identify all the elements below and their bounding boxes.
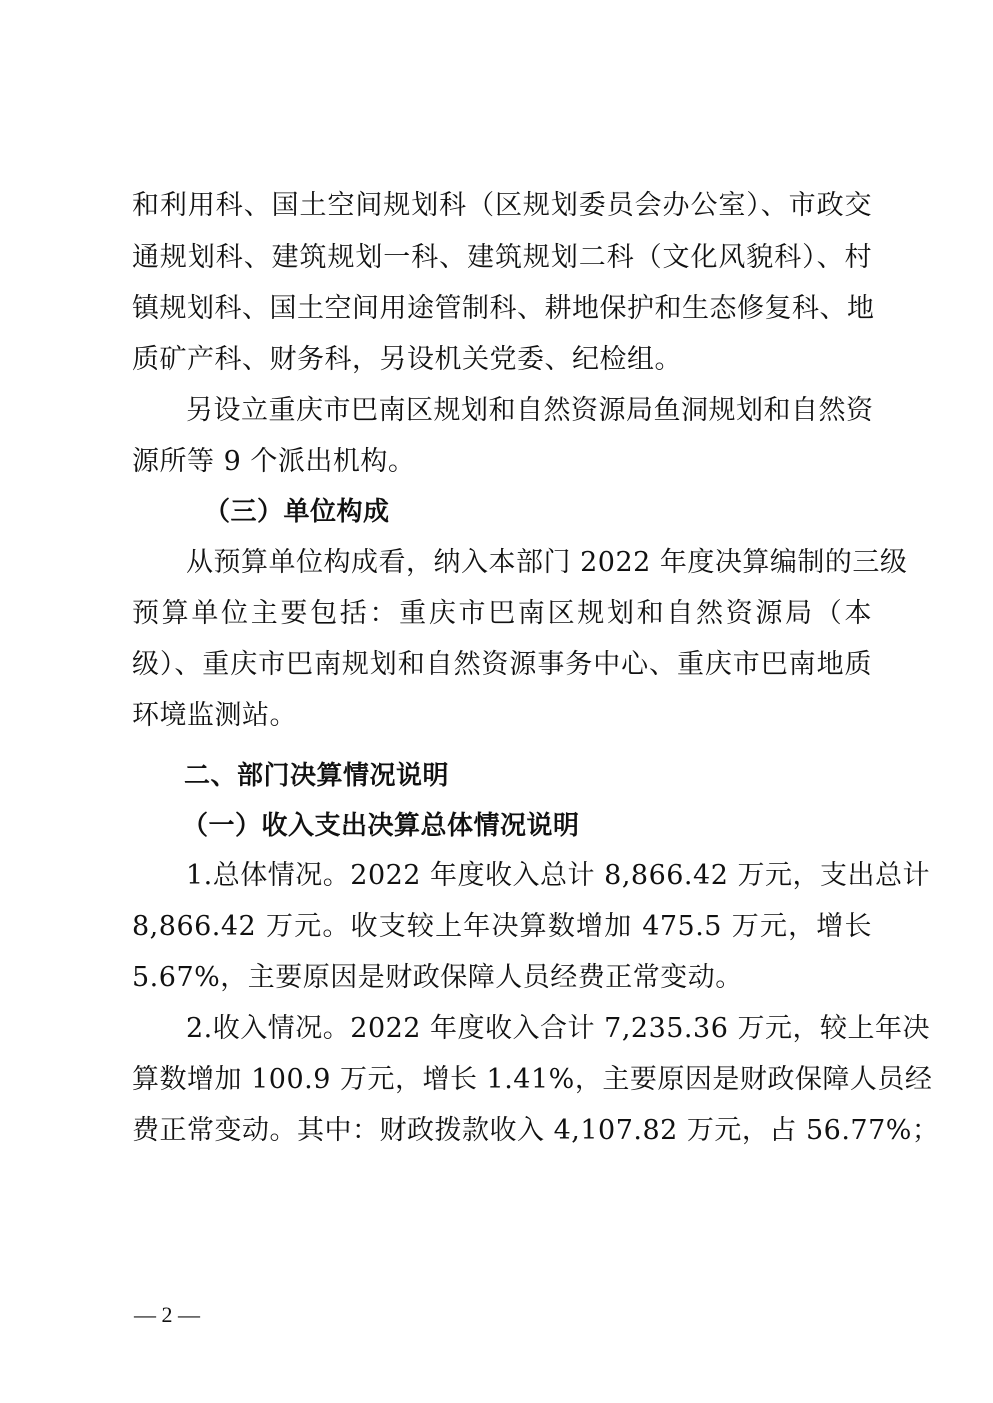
text-line: 预算单位主要包括：重庆市巴南区规划和自然资源局（本 xyxy=(132,598,872,629)
text-line: 从预算单位构成看，纳入本部门 2022 年度决算编制的三级 xyxy=(186,547,908,578)
text-line: 2.收入情况。2022 年度收入合计 7,235.36 万元，较上年决 xyxy=(186,1013,930,1044)
text-line: 源所等 9 个派出机构。 xyxy=(132,446,416,477)
text-line: 质矿产科、财务科，另设机关党委、纪检组。 xyxy=(132,344,682,375)
text-line: 5.67%，主要原因是财政保障人员经费正常变动。 xyxy=(132,962,743,993)
text-line: 费正常变动。其中：财政拨款收入 4,107.82 万元，占 56.77%； xyxy=(132,1115,940,1146)
section-heading: 二、部门决算情况说明 xyxy=(184,761,450,791)
text-line: 算数增加 100.9 万元，增长 1.41%，主要原因是财政保障人员经 xyxy=(132,1064,933,1095)
text-line: 环境监测站。 xyxy=(132,700,297,731)
section-subheading: （三）单位构成 xyxy=(204,497,390,527)
text-line: 1.总体情况。2022 年度收入总计 8,866.42 万元，支出总计 xyxy=(186,860,930,891)
text-line: 通规划科、建筑规划一科、建筑规划二科（文化风貌科）、村 xyxy=(132,242,872,273)
text-line: 另设立重庆市巴南区规划和自然资源局鱼洞规划和自然资 xyxy=(186,395,874,426)
section-subheading: （一）收入支出决算总体情况说明 xyxy=(182,811,580,841)
text-line: 和利用科、国土空间规划科（区规划委员会办公室）、市政交 xyxy=(132,190,872,221)
text-line: 镇规划科、国土空间用途管制科、耕地保护和生态修复科、地 xyxy=(132,293,875,324)
text-line: 8,866.42 万元。收支较上年决算数增加 475.5 万元，增长 xyxy=(132,911,872,942)
page-number: — 2 — xyxy=(134,1302,200,1327)
text-line: 级）、重庆市巴南规划和自然资源事务中心、重庆市巴南地质 xyxy=(132,649,872,680)
